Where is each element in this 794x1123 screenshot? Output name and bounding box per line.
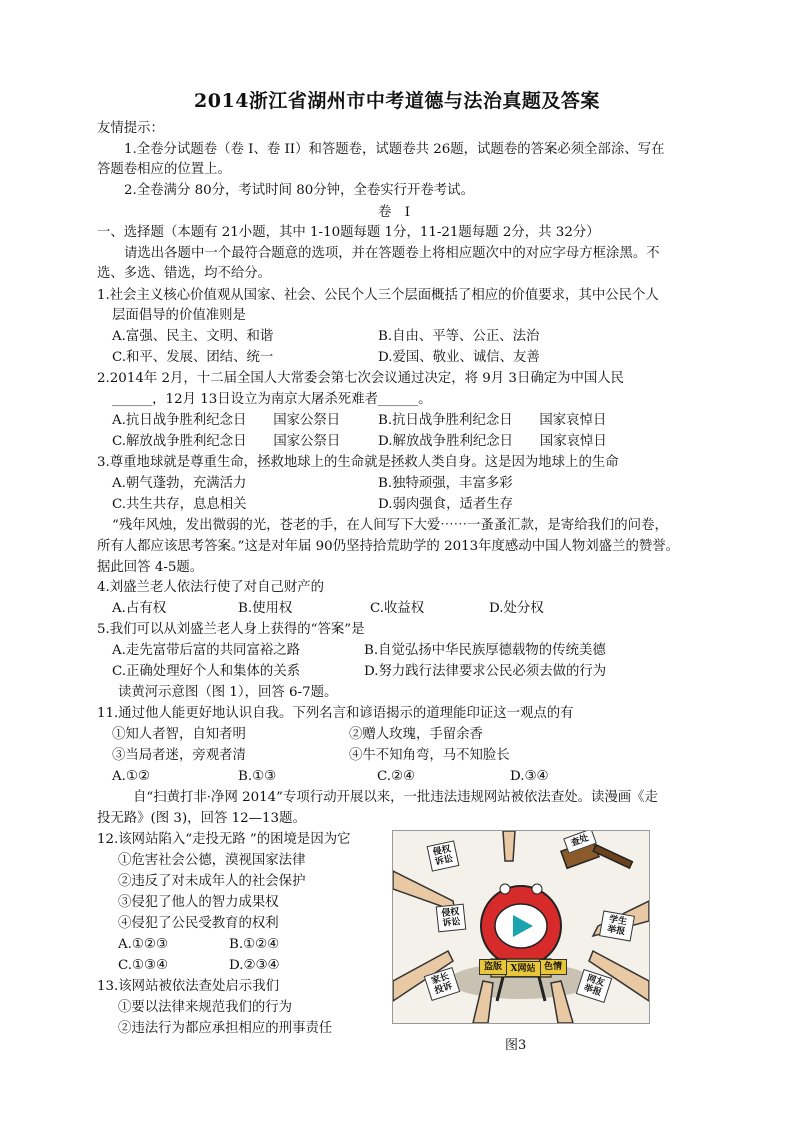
q11-option-a: A.①② — [112, 769, 150, 784]
q11-item-2: ②赠人玫瑰，手留余香 — [349, 727, 483, 742]
sign-student-report: 学生举报 — [599, 910, 635, 941]
sign-piracy: 盗版 — [479, 959, 507, 975]
q1-option-d: D.爱国、敬业、诚信、友善 — [378, 350, 540, 365]
volume-heading: 卷 I — [378, 205, 411, 220]
material-line-3: 据此回答 4-5题。 — [97, 560, 204, 575]
q4-option-a: A.占有权 — [112, 601, 167, 616]
q1-stem-line-1: 1.社会主义核心价值观从国家、社会、公民个人三个层面概括了相应的价值要求，其中公民个人 — [97, 288, 659, 303]
tip-2: 2.全卷满分 80分，考试时间 80分钟，全卷实行开卷考试。 — [124, 183, 474, 198]
q5-option-b: B.自觉弘扬中华民族厚德载物的传统美德 — [364, 643, 606, 658]
sign-x-website: X网站 — [505, 961, 541, 977]
figure-caption: 图3 — [505, 1038, 527, 1053]
q4-option-c: C.收益权 — [370, 601, 425, 616]
material-line-2: 所有人都应该思考答案。”这是对年届 90仍坚持拾荒助学的 2013年度感动中国人物刘盛兰的赞誉。 — [97, 539, 680, 554]
section-1-heading: 一、选择题（本题有 21小题，其中 1-10题每题 1分，11-21题每题 2分，共 32分） — [97, 225, 600, 240]
q13-stem: 13.该网站被依法查处启示我们 — [97, 979, 279, 994]
q11-item-1: ①知人者智，自知者明 — [112, 727, 246, 742]
q3-stem: 3.尊重地球就是尊重生命，拯救地球上的生命就是拯救人类自身。这是因为地球上的生命 — [97, 455, 619, 470]
q12-option-b: B.①②④ — [229, 937, 280, 952]
q4-option-d: D.处分权 — [489, 601, 544, 616]
sign-lawsuit-1: 侵权诉讼 — [427, 840, 460, 871]
material-line-4: 自“扫黄打非·净网 2014”专项行动开展以来，一批违法违规网站被依法查处。读漫画《走 — [133, 790, 658, 805]
page-title: 2014浙江省湖州市中考道德与法治真题及答案 — [194, 90, 600, 112]
material-line-5: 投无路》(图 3)，回答 12—13题。 — [97, 811, 306, 826]
q13-item-1: ①要以法律来规范我们的行为 — [118, 1000, 293, 1015]
sign-netizen-report: 网友举报 — [576, 969, 613, 1003]
q12-item-2: ②违反了对未成年人的社会保护 — [118, 874, 306, 889]
q5-option-a: A.走先富带后富的共同富裕之路 — [112, 643, 301, 658]
q1-option-b: B.自由、平等、公正、法治 — [378, 329, 540, 344]
tip-1-line-2: 答题卷相应的位置上。 — [97, 162, 231, 177]
tip-1-line-1: 1.全卷分试题卷（卷 I、卷 II）和答题卷，试题卷共 26题，试题卷的答案必须全部涂、写在 — [124, 142, 665, 157]
read-instruction: 读黄河示意图（图 1），回答 6-7题。 — [118, 685, 338, 700]
q2-option-a: A.抗日战争胜利纪念日 国家公祭日 — [112, 413, 341, 428]
q11-option-d: D.③④ — [510, 769, 549, 784]
q12-item-4: ④侵犯了公民受教育的权利 — [118, 916, 279, 931]
sign-parent-complaint: 家长投诉 — [424, 967, 461, 1001]
q3-option-b: B.独特顽强，丰富多彩 — [378, 476, 513, 491]
q3-option-c: C.共生共存，息息相关 — [112, 497, 247, 512]
sign-porn: 色情 — [539, 959, 567, 975]
q2-option-c: C.解放战争胜利纪念日 国家公祭日 — [112, 434, 341, 449]
q1-stem-line-2: 层面倡导的价值准则是 — [112, 308, 246, 323]
instruction-line-1: 请选出各题中一个最符合题意的选项，并在答题卷上将相应题次中的对应字母方框涂黑。不 — [124, 246, 660, 261]
instruction-line-2: 选、多选、错选，均不给分。 — [97, 266, 272, 281]
sign-lawsuit-2: 侵权诉讼 — [436, 904, 467, 933]
q13-item-2: ②违法行为都应承担相应的刑事责任 — [118, 1021, 333, 1036]
q4-stem: 4.刘盛兰老人依法行使了对自己财产的 — [97, 580, 325, 595]
q12-option-c: C.①③④ — [118, 958, 169, 973]
material-line-1: “残年风烛，发出微弱的光，苍老的手，在人间写下大爱⋯⋯一蚤蚤汇款，是寄给我们的问卷， — [112, 518, 668, 533]
q1-option-a: A.富强、民主、文明、和谐 — [112, 329, 274, 344]
q4-option-b: B.使用权 — [238, 601, 293, 616]
q2-stem-line-2: ______，12月 13日设立为南京大屠杀死难者______。 — [112, 392, 432, 407]
q11-option-b: B.①③ — [238, 769, 277, 784]
q11-item-4: ④牛不知角弯，马不知脸长 — [349, 748, 510, 763]
q2-option-b: B.抗日战争胜利纪念日 国家哀悼日 — [378, 413, 607, 428]
q12-item-3: ③侵犯了他人的智力成果权 — [118, 895, 279, 910]
q11-item-3: ③当局者迷，旁观者清 — [112, 748, 246, 763]
q11-option-c: C.②④ — [377, 769, 416, 784]
q5-stem: 5.我们可以从刘盛兰老人身上获得的“答案”是 — [97, 622, 365, 637]
cartoon-figure — [392, 830, 650, 1024]
q2-option-d: D.解放战争胜利纪念日 国家哀悼日 — [378, 434, 607, 449]
q3-option-d: D.弱肉强食，适者生存 — [378, 497, 514, 512]
q11-stem: 11.通过他人能更好地认识自我。下列名言和谚语揭示的道理能印证这一观点的有 — [97, 706, 574, 721]
q5-option-c: C.正确处理好个人和集体的关系 — [112, 664, 301, 679]
q5-option-d: D.努力践行法律要求公民必须去做的行为 — [364, 664, 607, 679]
q2-stem-line-1: 2.2014年 2月，十二届全国人大常委会第七次会议通过决定，将 9月 3日确定为中国人民 — [97, 371, 625, 386]
q3-option-a: A.朝气蓬勃，充满活力 — [112, 476, 247, 491]
q12-option-d: D.②③④ — [229, 958, 280, 973]
q12-stem: 12.该网站陷入“走投无路 ”的困境是因为它 — [97, 832, 351, 847]
sign-investigate: 查处 — [563, 830, 597, 854]
q12-option-a: A.①②③ — [118, 937, 168, 952]
q1-option-c: C.和平、发展、团结、统一 — [112, 350, 274, 365]
q12-item-1: ①危害社会公德，漠视国家法律 — [118, 853, 306, 868]
tips-heading: 友情提示： — [97, 121, 164, 136]
